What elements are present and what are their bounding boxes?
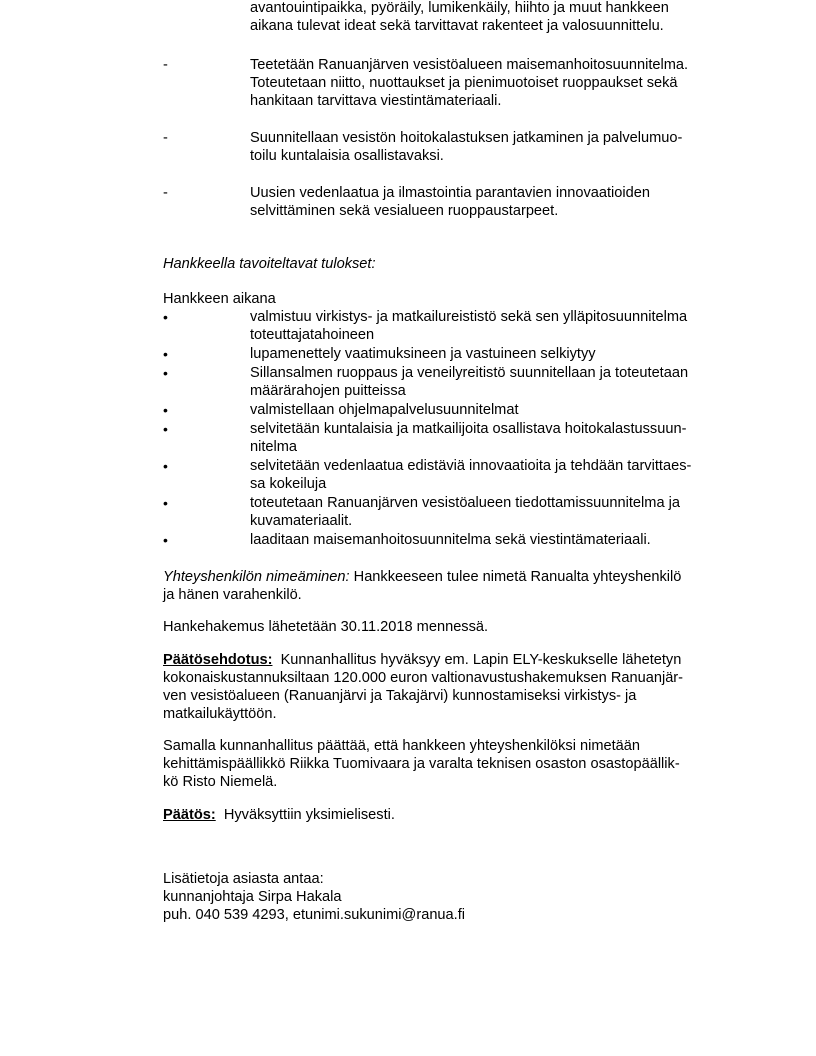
bullet-line: nitelma: [250, 439, 298, 455]
intro-line: aikana tulevat ideat sekä tarvittavat rakenteet ja valosuunnittelu.: [250, 18, 664, 34]
decision-label: Päätös:: [163, 807, 216, 823]
decision-text: Hyväksyttiin yksimielisesti.: [215, 807, 395, 823]
bullet-line: valmistuu virkistys- ja matkailureististö sekä sen ylläpitosuunnitelma: [250, 309, 688, 325]
bullet-icon: •: [163, 495, 168, 511]
bullet-icon: •: [163, 365, 168, 381]
decision-paragraph: [163, 806, 395, 824]
dash-marker: -: [163, 57, 168, 73]
bullet-icon: •: [163, 532, 168, 548]
dash-item-line: Suunnitellaan vesistön hoitokalastuksen jatkaminen ja palvelumuo-: [250, 130, 683, 146]
bullet-line: Sillansalmen ruoppaus ja veneilyreitistö suunnitellaan ja toteutetaan: [250, 365, 689, 381]
bullet-line: sa kokeiluja: [250, 476, 327, 492]
info-contact-line: puh. 040 539 4293, etunimi.sukunimi@ranua.fi: [163, 907, 466, 923]
bullet-icon: •: [163, 421, 168, 437]
dash-item-line: Teetetään Ranuanjärven vesistöalueen maisemanhoitosuunnitelma.: [250, 57, 689, 73]
bullet-icon: •: [163, 458, 168, 474]
appointment-text: Samalla kunnanhallitus päättää, että hankkeen yhteyshenkilöksi nimetään: [163, 738, 641, 754]
bullet-line: toteutetaan Ranuanjärven vesistöalueen tiedottamissuunnitelma ja: [250, 495, 680, 511]
deadline-text: Hankehakemus lähetetään 30.11.2018 mennessä.: [163, 619, 489, 635]
bullet-line: selvitetään kuntalaisia ja matkailijoita osallistava hoitokalastussuun-: [250, 421, 687, 437]
proposal-paragraph: [163, 651, 681, 669]
dash-item-line: Uusien vedenlaatua ja ilmastointia parantavien innovaatioiden: [250, 185, 650, 201]
bullet-line: valmistellaan ohjelmapalvelusuunnitelmat: [250, 402, 519, 418]
appointment-text: kö Risto Niemelä.: [163, 774, 278, 790]
results-heading: Hankkeella tavoiteltavat tulokset:: [163, 256, 376, 272]
intro-line: avantouintipaikka, pyöräily, lumikenkäily, hiihto ja muut hankkeen: [250, 0, 669, 16]
proposal-text: kokonaiskustannuksiltaan 120.000 euron valtionavustushakemuksen Ranuanjär-: [163, 670, 684, 686]
contact-person-text: ja hänen varahenkilö.: [163, 587, 302, 603]
dash-item-line: Toteutetaan niitto, nuottaukset ja pienimuotoiset ruoppaukset sekä: [250, 75, 678, 91]
proposal-text: matkailukäyttöön.: [163, 706, 277, 722]
dash-marker: -: [163, 130, 168, 146]
bullet-line: toteuttajatahoineen: [250, 327, 375, 343]
dash-item-line: selvittäminen sekä vesialueen ruoppaustarpeet.: [250, 203, 559, 219]
proposal-label: Päätösehdotus:: [163, 652, 273, 668]
bullet-line: kuvamateriaalit.: [250, 513, 353, 529]
bullet-line: määrärahojen puitteissa: [250, 383, 406, 399]
appointment-text: kehittämispäällikkö Riikka Tuomivaara ja varalta teknisen osaston osastopäällik-: [163, 756, 680, 772]
contact-person-text: Hankkeeseen tulee nimetä Ranualta yhteyshenkilö: [349, 569, 682, 585]
info-line: Lisätietoja asiasta antaa:: [163, 871, 324, 887]
bullet-icon: •: [163, 309, 168, 325]
dash-marker: -: [163, 185, 168, 201]
dash-item-line: toilu kuntalaisia osallistavaksi.: [250, 148, 444, 164]
bullet-line: lupamenettely vaatimuksineen ja vastuineen selkiytyy: [250, 346, 596, 362]
bullet-icon: •: [163, 402, 168, 418]
proposal-text: ven vesistöalueen (Ranuanjärvi ja Takajärvi) kunnostamiseksi virkistys- ja: [163, 688, 637, 704]
dash-item-line: hankitaan tarvittava viestintämateriaali.: [250, 93, 502, 109]
bullet-line: laaditaan maisemanhoitosuunnitelma sekä viestintämateriaali.: [250, 532, 651, 548]
info-line: kunnanjohtaja Sirpa Hakala: [163, 889, 342, 905]
bullet-line: selvitetään vedenlaatua edistäviä innovaatioita ja tehdään tarvittaes-: [250, 458, 692, 474]
contact-person-paragraph: [163, 568, 681, 586]
results-intro: Hankkeen aikana: [163, 291, 276, 307]
bullet-icon: •: [163, 346, 168, 362]
proposal-text: Kunnanhallitus hyväksyy em. Lapin ELY-keskukselle lähetetyn: [272, 652, 682, 668]
contact-person-label: Yhteyshenkilön nimeäminen:: [163, 569, 350, 585]
